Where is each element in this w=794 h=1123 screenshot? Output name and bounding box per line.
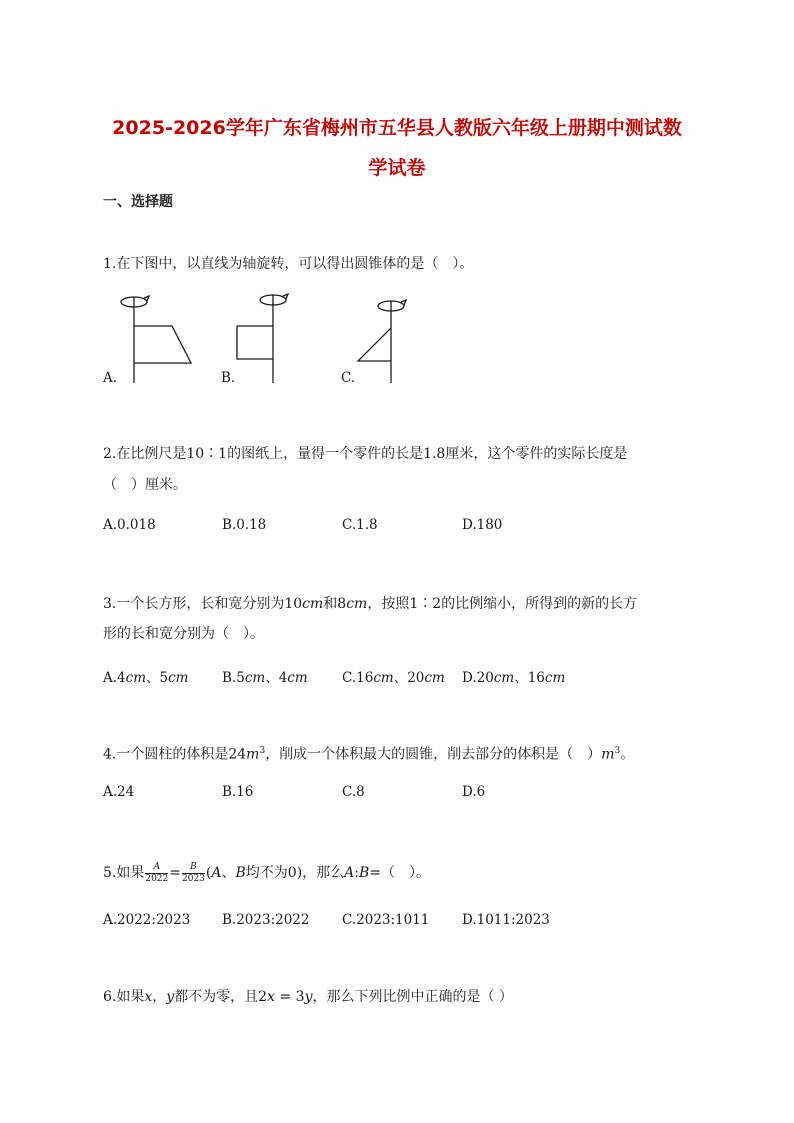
fraction-b-denominator: 2023	[182, 873, 205, 884]
q4-text-3: 。	[620, 746, 635, 763]
q6-text-1: 6.如果	[103, 989, 145, 1005]
exam-title-line1: 2025-2026学年广东省梅州市五华县人教版六年级上册期中测试数	[112, 117, 682, 139]
q5-text-4: =（ ）。	[369, 865, 431, 881]
option-label: C.	[342, 670, 357, 686]
q3-text-3: ，按照1∶2的比例缩小，所得到的新的长方	[367, 596, 638, 612]
option-unit-2: cm	[424, 670, 445, 686]
option-a[interactable]: A.24	[103, 784, 135, 800]
question-2-line2: （ ）厘米。	[103, 477, 187, 493]
figure-a-trapezoid	[121, 296, 191, 383]
q3-text-2: 和8	[323, 596, 347, 612]
question-1: 1.在下图中，以直线为轴旋转，可以得出圆锥体的是（ ）。	[103, 256, 474, 272]
q5-text-3: 均不为0)，那么	[245, 865, 345, 881]
option-unit-2: cm	[287, 670, 308, 686]
question-5	[103, 858, 430, 888]
q5-paren: (	[205, 865, 212, 881]
option-c[interactable]: C.8	[342, 784, 365, 800]
question-6	[103, 982, 513, 1012]
option-separator: 、	[393, 670, 408, 686]
var-b: B	[235, 865, 246, 881]
var-x: x	[144, 989, 153, 1005]
question-1-figures	[100, 285, 420, 385]
q3-unit-1: cm	[302, 596, 324, 612]
q6-text-3: ，那么下列比例中正确的是（ ）	[312, 989, 513, 1005]
option-unit-1: cm	[125, 670, 147, 686]
var-a: A	[344, 865, 355, 881]
var-b: B	[359, 865, 370, 881]
q6-sep: ，	[152, 989, 167, 1005]
figure-c-triangle	[358, 300, 406, 383]
option-unit-1: cm	[373, 670, 394, 686]
option-a[interactable]: A.2022:2023	[103, 912, 191, 928]
option-value-2: 4	[278, 670, 288, 686]
option-d[interactable]: D.180	[462, 517, 503, 533]
option-b[interactable]: B.16	[222, 784, 254, 800]
q4-text-1: 4.一个圆柱的体积是24	[103, 746, 247, 763]
question-3-line1	[103, 589, 637, 619]
var-y: y	[166, 989, 175, 1005]
option-value-1: 4	[117, 670, 126, 686]
question-3-line2: 形的长和宽分别为（ ）。	[103, 626, 264, 642]
option-a[interactable]	[103, 666, 188, 686]
fraction-b	[182, 862, 205, 885]
option-unit-2: cm	[168, 670, 189, 686]
section-heading: 一、选择题	[103, 194, 173, 210]
option-unit-1: cm	[244, 670, 266, 686]
option-label: D.	[462, 670, 477, 686]
q6-eq: = 3	[275, 989, 305, 1005]
option-separator: 、	[265, 670, 279, 686]
option-unit-1: cm	[493, 670, 515, 686]
figure-b-square	[237, 294, 288, 383]
option-separator: 、	[514, 670, 528, 686]
option-c[interactable]: C.1.8	[342, 517, 378, 533]
q4-unit-2: m	[601, 746, 615, 763]
equals-sign: =	[169, 865, 181, 881]
figure-b-label: B.	[221, 370, 236, 386]
option-d[interactable]: D.6	[462, 784, 486, 800]
q4-unit-1: m	[246, 746, 260, 763]
fraction-a-numerator: A	[145, 862, 168, 874]
option-b[interactable]: B.2023:2022	[222, 912, 310, 928]
q4-exponent-2: 3	[614, 746, 621, 756]
option-c[interactable]	[342, 666, 445, 686]
figure-a-label: A.	[103, 370, 118, 386]
q5-sep: 、	[221, 865, 236, 881]
option-label: A.	[103, 670, 118, 686]
option-d[interactable]: D.1011:2023	[462, 912, 550, 928]
option-value-1: 20	[476, 670, 494, 686]
option-value-1: 5	[236, 670, 245, 686]
q4-exponent-1: 3	[259, 746, 266, 756]
option-value-1: 16	[356, 670, 374, 686]
option-separator: 、	[146, 670, 160, 686]
var-y: y	[304, 989, 313, 1005]
fraction-b-numerator: B	[182, 862, 205, 874]
question-4	[103, 736, 634, 770]
q5-text-1: 5.如果	[103, 865, 145, 881]
ratio-colon: :	[354, 865, 360, 881]
option-c[interactable]: C.2023:1011	[342, 912, 430, 928]
option-a[interactable]: A.0.018	[103, 517, 156, 533]
fraction-a-denominator: 2022	[145, 873, 169, 884]
q6-text-2: 都不为零，且2	[174, 989, 268, 1005]
option-d[interactable]	[462, 666, 565, 686]
option-b[interactable]	[222, 666, 308, 686]
option-value-2: 20	[407, 670, 425, 686]
q3-text-1: 3.一个长方形，长和宽分别为10	[103, 596, 303, 612]
option-unit-2: cm	[544, 670, 566, 686]
var-x: x	[267, 989, 276, 1005]
option-label: B.	[222, 670, 237, 686]
q4-text-2: ，削成一个体积最大的圆锥，削去部分的体积是（ ）	[265, 746, 602, 763]
fraction-a	[145, 862, 168, 885]
question-2-line1: 2.在比例尺是10∶1的图纸上，量得一个零件的长是1.8厘米，这个零件的实际长度是	[103, 446, 628, 462]
figure-c-label: C.	[341, 370, 356, 386]
q3-unit-2: cm	[346, 596, 368, 612]
option-value-2: 5	[159, 670, 169, 686]
exam-title-line2: 学试卷	[368, 157, 426, 179]
var-a: A	[211, 865, 222, 881]
option-value-2: 16	[527, 670, 545, 686]
option-b[interactable]: B.0.18	[222, 517, 267, 533]
